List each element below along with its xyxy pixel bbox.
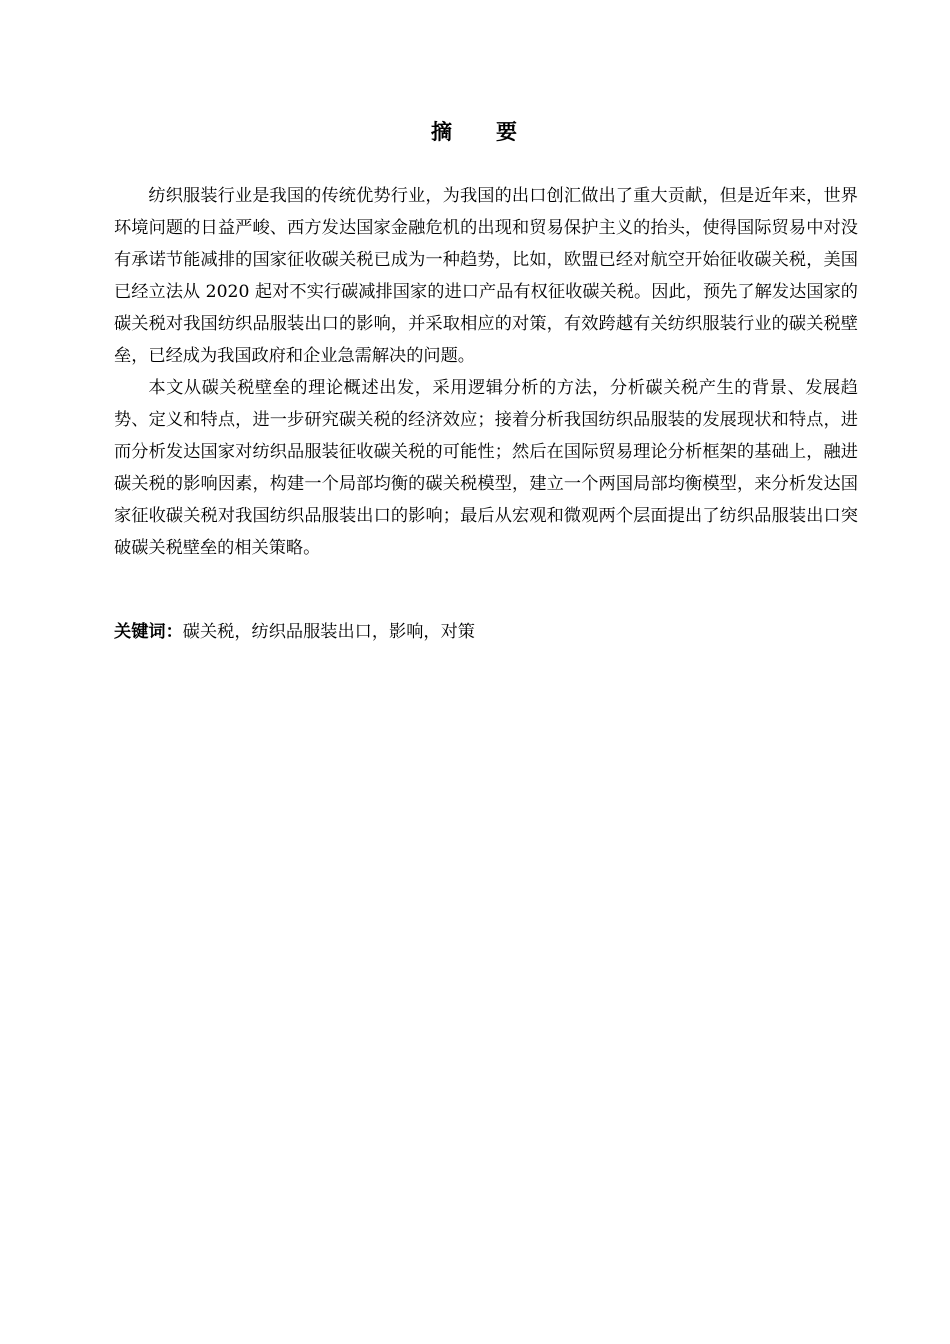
- abstract-paragraph-1: 纺织服装行业是我国的传统优势行业，为我国的出口创汇做出了重大贡献，但是近年来，世界环境问题的日益严峻、西方发达国家金融危机的出现和贸易保护主义的抬头，使得国际贸易中对没有承诺节能减排的国家征收碳关税已成为一种趋势，比如，欧盟已经对航空开始征收碳关税，美国已经立法从 2020 起对不实行碳减排国家的进口产品有权征收碳关税。因此，预先了解发达国家的碳关税对我国纺织品服装出口的影响，并采取相应的对策，有效跨越有关纺织服装行业的碳关税壁垒，已经成为我国政府和企业急需解决的问题。: [114, 186, 858, 366]
- abstract-paragraph-2: 本文从碳关税壁垒的理论概述出发，采用逻辑分析的方法，分析碳关税产生的背景、发展趋势、定义和特点，进一步研究碳关税的经济效应；接着分析我国纺织品服装的发展现状和特点，进而分析发达国家对纺织品服装征收碳关税的可能性；然后在国际贸易理论分析框架的基础上，融进碳关税的影响因素，构建一个局部均衡的碳关税模型，建立一个两国局部均衡模型，来分析发达国家征收碳关税对我国纺织品服装出口的影响；最后从宏观和微观两个层面提出了纺织品服装出口突破碳关税壁垒的相关策略。: [114, 378, 858, 558]
- abstract-body: [114, 180, 858, 564]
- keywords-text: 碳关税，纺织品服装出口，影响，对策: [182, 622, 475, 642]
- keywords-line: [114, 616, 858, 648]
- abstract-title: [0, 117, 950, 147]
- abstract-title-char-1: 摘: [431, 120, 454, 144]
- keywords-label: 关键词：: [114, 622, 183, 642]
- abstract-title-char-2: 要: [496, 120, 519, 144]
